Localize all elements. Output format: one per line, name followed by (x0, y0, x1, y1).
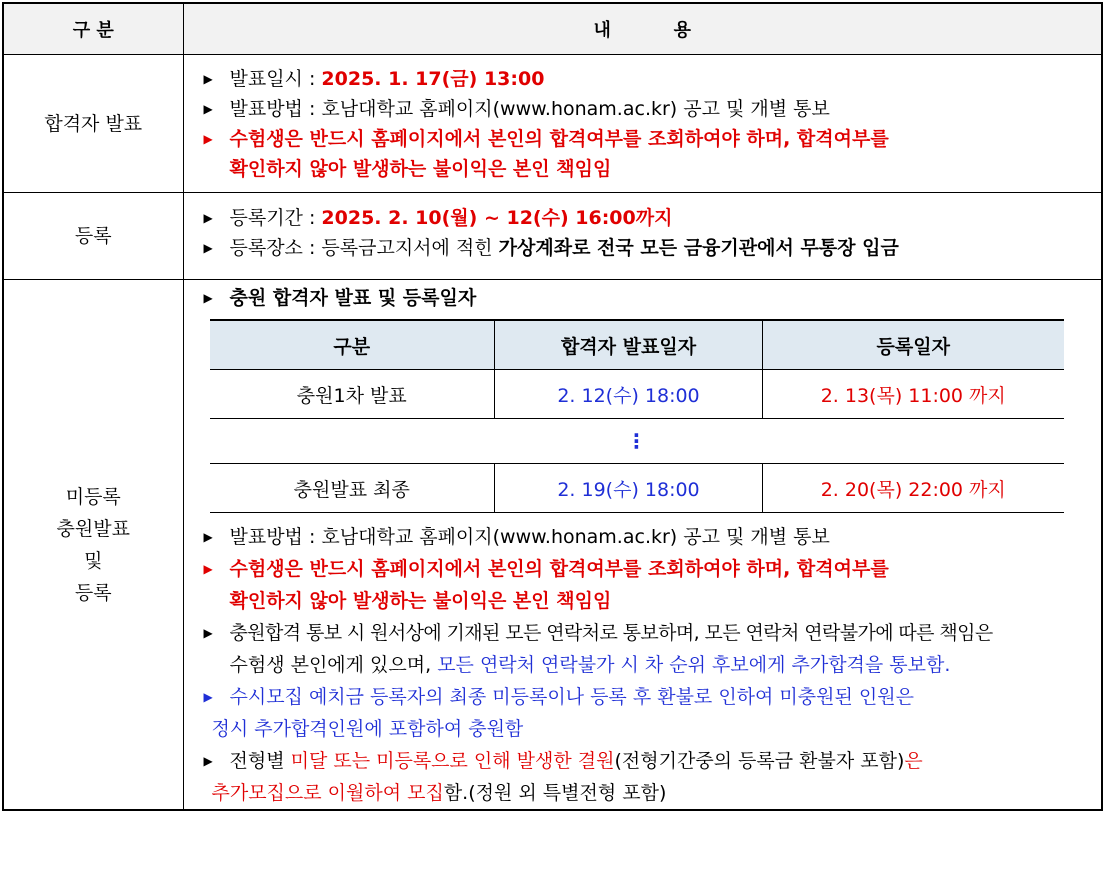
table-row (210, 370, 1064, 419)
list-item: ▶ 발표방법 : 호남대학교 홈페이지(www.honam.ac.kr) 공고 및 개별 통보 (202, 94, 1102, 124)
table-row (210, 464, 1064, 513)
bullet-icon: ▶ (203, 241, 213, 255)
table-cell: 충원1차 발표 (210, 370, 495, 419)
category-line: 충원발표 (56, 517, 130, 540)
bullet-icon: ▶ (203, 530, 213, 544)
table-cell: 2. 13(목) 11:00 까지 (763, 370, 1064, 419)
vertical-ellipsis: ⋮ (210, 419, 1064, 464)
list-item: ▶ 전형별 미달 또는 미등록으로 인해 발생한 결원(전형기간중의 등록금 환불자 포함)은 (202, 745, 1102, 777)
list-item-continuation: 확인하지 않아 발생하는 불이익은 본인 책임임 (229, 590, 612, 612)
list-item-continuation: 수험생 본인에게 있으며, 모든 연락처 연락불가 시 차 순위 후보에게 추가합격을 통보함. (229, 654, 951, 676)
row-additional (3, 280, 1102, 811)
content-announcement (183, 55, 1102, 193)
bullet-icon: ▶ (203, 72, 213, 86)
list-item: ▶ 수험생은 반드시 홈페이지에서 본인의 합격여부를 조회하여야 하며, 합격여부를 (202, 124, 1102, 154)
bullet-icon: ▶ (203, 291, 213, 305)
bullet-icon: ▶ (203, 102, 213, 116)
list-item: ▶ 충원합격 통보 시 원서상에 기재된 모든 연락처로 통보하며, 모든 연락처 연락불가에 따른 책임은 (202, 617, 1102, 649)
table-cell: 2. 20(목) 22:00 까지 (763, 464, 1064, 513)
row-registration (3, 193, 1102, 280)
list-item: ▶ 등록장소 : 등록금고지서에 적힌 가상계좌로 전국 모든 금융기관에서 무통장 입금 (202, 233, 1102, 263)
bullet-icon: ▶ (203, 211, 213, 225)
category-announcement: 합격자 발표 (3, 55, 183, 193)
category-additional (3, 280, 183, 811)
category-line: 및 (84, 549, 103, 572)
bullet-icon: ▶ (203, 562, 213, 576)
list-item: ▶ 수시모집 예치금 등록자의 최종 미등록이나 등록 후 환불로 인하여 미충원된 인원은 (202, 681, 1102, 713)
table-cell: 2. 12(수) 18:00 (495, 370, 763, 419)
list-item-continuation: 추가모집으로 이월하여 모집함.(정원 외 특별전형 포함) (211, 782, 667, 804)
table-cell: 충원발표 최종 (210, 464, 495, 513)
schedule-header: 구분 (210, 320, 495, 370)
schedule-header: 등록일자 (763, 320, 1064, 370)
list-item: ▶ 수험생은 반드시 홈페이지에서 본인의 합격여부를 조회하여야 하며, 합격여부를 (202, 553, 1102, 585)
info-table (2, 2, 1103, 811)
schedule-header-row (210, 320, 1064, 370)
table-header-row (3, 3, 1102, 55)
content-registration (183, 193, 1102, 280)
header-category: 구 분 (3, 3, 183, 55)
list-item: ▶ 발표일시 : 2025. 1. 17(금) 13:00 (202, 64, 1102, 94)
bullet-icon: ▶ (203, 132, 213, 146)
list-item-continuation: 확인하지 않아 발생하는 불이익은 본인 책임임 (229, 158, 612, 180)
header-content: 내 용 (183, 3, 1102, 55)
list-item-continuation: 정시 추가합격인원에 포함하여 충원함 (211, 718, 524, 740)
row-announcement (3, 55, 1102, 193)
category-line: 등록 (74, 581, 112, 604)
list-item: ▶ 발표방법 : 호남대학교 홈페이지(www.honam.ac.kr) 공고 및 개별 통보 (202, 521, 1102, 553)
table-row-ellipsis (210, 419, 1064, 464)
bullet-icon: ▶ (203, 626, 213, 640)
bullet-icon: ▶ (203, 690, 213, 704)
category-line: 미등록 (65, 485, 121, 508)
schedule-table (210, 319, 1064, 513)
list-item: ▶ 충원 합격자 발표 및 등록일자 (202, 283, 1102, 313)
list-item: ▶ 등록기간 : 2025. 2. 10(월) ~ 12(수) 16:00까지 (202, 203, 1102, 233)
bullet-icon: ▶ (203, 754, 213, 768)
content-additional (183, 280, 1102, 811)
table-cell: 2. 19(수) 18:00 (495, 464, 763, 513)
schedule-header: 합격자 발표일자 (495, 320, 763, 370)
category-registration: 등록 (3, 193, 183, 280)
